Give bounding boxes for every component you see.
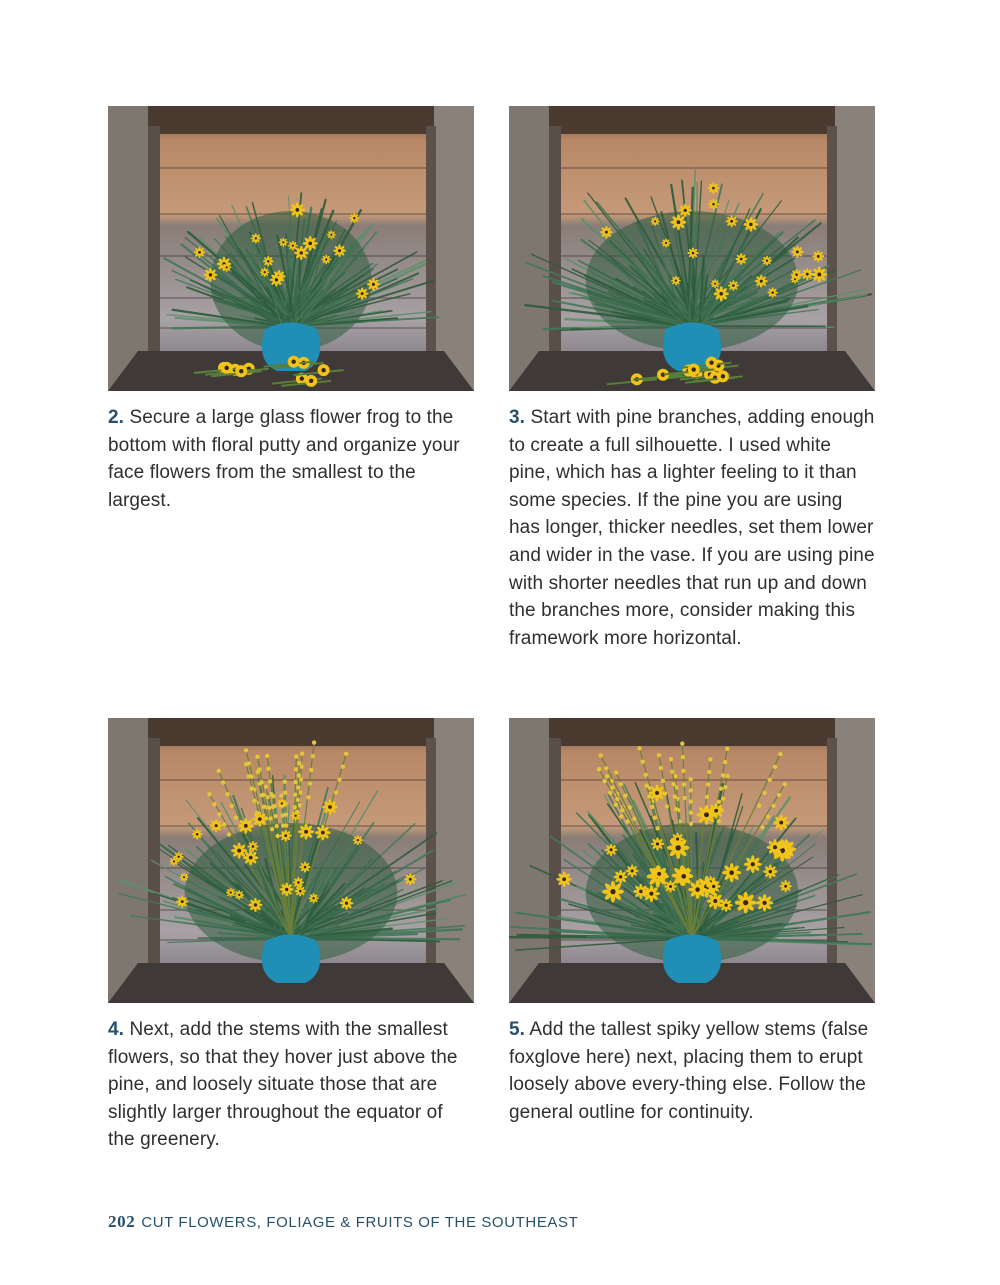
step-5-number: 5. [509,1019,526,1040]
step-2-number: 2. [108,407,125,428]
arrangement-illustration [108,106,474,391]
step-3-caption [509,404,875,652]
page-footer [108,1212,578,1232]
step-3-text: Start with pine branches, adding enough to create a full silhouette. I used white pine, which has a lighter feeling to it than some species. If the pine you are using has longer, thicker needles, set them lower and wider in the vase. If you are using pine with shorter needles that run up and down the branches more, consider making this framework more horizontal. [509,407,875,649]
step-2-photo [108,106,474,391]
step-5-caption [509,1016,875,1126]
step-2-text: Secure a large glass flower frog to the bottom with floral putty and organize your face flowers from the smallest to the largest. [108,407,460,511]
step-2-caption [108,404,474,514]
step-3-block [509,106,875,652]
arrangement-illustration [108,718,474,1003]
step-5-text: Add the tallest spiky yellow stems (false foxglove here) next, placing them to erupt loosely above every-thing else. Follow the general outline for continuity. [509,1019,869,1123]
step-2-block [108,106,474,514]
step-4-caption [108,1016,474,1154]
page-number: 202 [108,1212,136,1231]
step-5-block [509,718,875,1126]
step-5-photo [509,718,875,1003]
step-4-photo [108,718,474,1003]
step-3-number: 3. [509,407,526,428]
step-4-text: Next, add the stems with the smallest flowers, so that they hover just above the pine, and loosely situate those that are slightly larger throughout the equator of the greenery. [108,1019,458,1151]
step-3-photo [509,106,875,391]
step-4-number: 4. [108,1019,125,1040]
book-title: CUT FLOWERS, FOLIAGE & FRUITS OF THE SOUTHEAST [141,1214,579,1231]
step-4-block [108,718,474,1154]
arrangement-illustration [509,106,875,391]
arrangement-illustration [509,718,875,1003]
